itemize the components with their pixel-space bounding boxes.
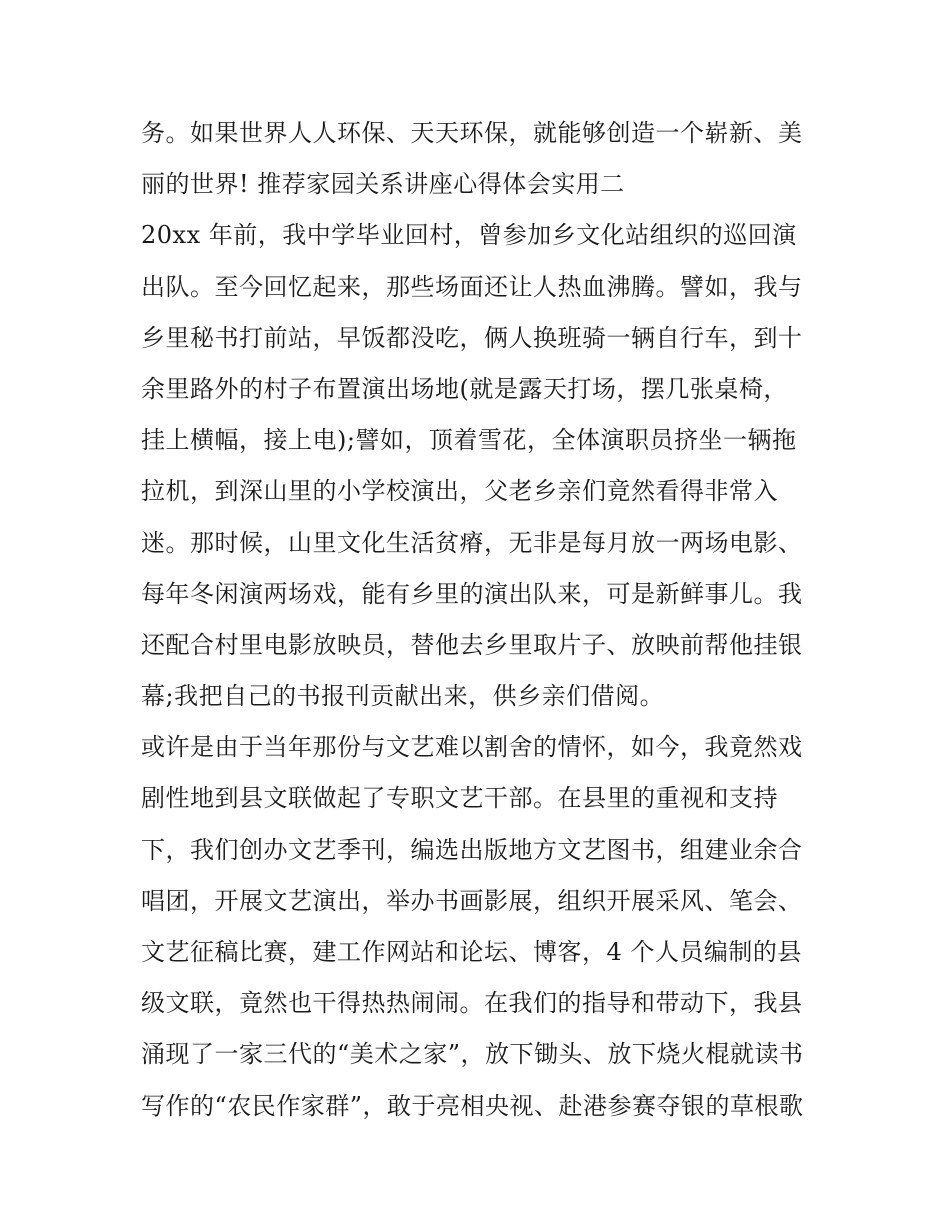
text-line: 丽的世界! 推荐家园关系讲座心得体会实用二 [141, 170, 625, 199]
text-line: 乡里秘书打前站，早饭都没吃，俩人换班骑一辆自行车，到十 [141, 323, 803, 352]
text-line: 涌现了一家三代的“美术之家”，放下锄头、放下烧火棍就读书 [141, 1040, 804, 1069]
text-line: 写作的“农民作家群”，敢于亮相央视、赴港参赛夺银的草根歌 [141, 1091, 804, 1120]
text-line: 每年冬闲演两场戏，能有乡里的演出队来，可是新鲜事儿。我 [141, 579, 803, 608]
text-line: 挂上横幅，接上电);譬如，顶着雪花，全体演职员挤坐一辆拖 [141, 426, 797, 455]
text-line: 20xx 年前，我中学毕业回村，曾参加乡文化站组织的巡回演 [141, 221, 797, 250]
text-line: 级文联，竟然也干得热热闹闹。在我们的指导和带动下，我县 [141, 989, 803, 1018]
text-line: 迷。那时候，山里文化生活贫瘠，无非是每月放一两场电影、 [141, 528, 803, 557]
text-line: 务。如果世界人人环保、天天环保，就能够创造一个崭新、美 [141, 119, 803, 147]
text-line: 下，我们创办文艺季刊，编选出版地方文艺图书，组建业余合 [141, 835, 803, 864]
text-line: 余里路外的村子布置演出场地(就是露天打场，摆几张桌椅， [141, 374, 788, 403]
text-line: 还配合村里电影放映员，替他去乡里取片子、放映前帮他挂银 [141, 630, 803, 659]
text-line: 出队。至今回忆起来，那些场面还让人热血沸腾。譬如，我与 [141, 272, 803, 301]
text-line: 幕;我把自己的书报刊贡献出来，供乡亲们借阅。 [141, 682, 665, 711]
text-line: 文艺征稿比赛，建工作网站和论坛、博客，4 个人员编制的县 [141, 938, 802, 966]
text-line: 或许是由于当年那份与文艺难以割舍的情怀，如今，我竟然戏 [141, 733, 803, 762]
text-line: 剧性地到县文联做起了专职文艺干部。在县里的重视和支持 [141, 784, 778, 813]
body-text [141, 108, 821, 1132]
text-line: 唱团，开展文艺演出，举办书画影展，组织开展采风、笔会、 [141, 886, 803, 915]
text-line: 拉机，到深山里的小学校演出，父老乡亲们竟然看得非常入 [141, 477, 778, 506]
